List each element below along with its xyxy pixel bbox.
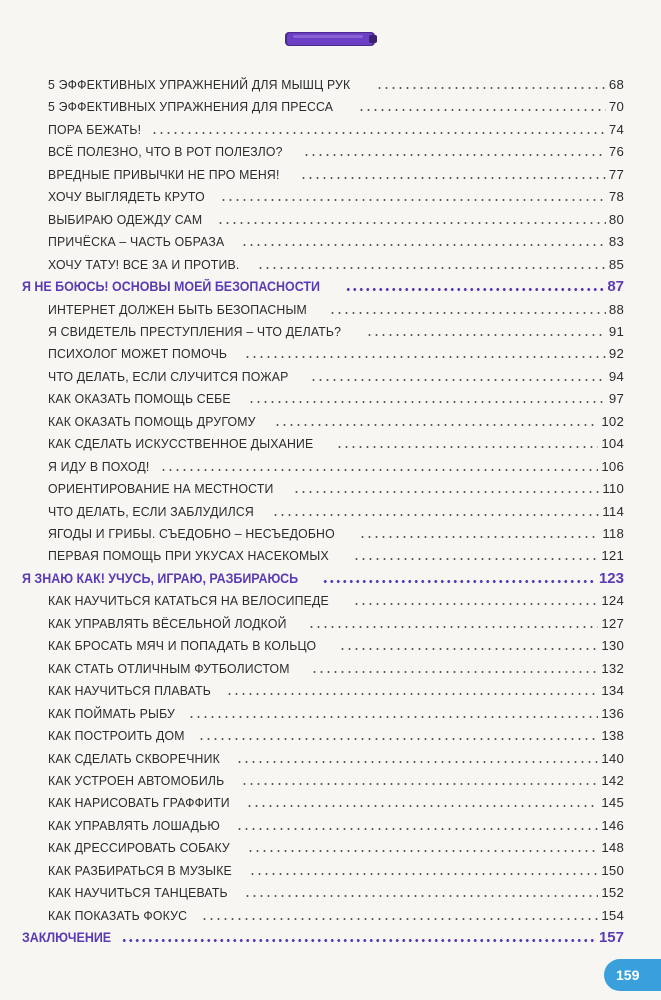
page-number-badge [604,959,661,991]
toc-entry[interactable] [48,184,624,206]
toc-entry[interactable] [48,139,624,161]
toc-entry-page: 92 [608,346,624,362]
toc-entry-page: 148 [601,840,624,856]
toc-entry[interactable] [48,72,624,94]
toc-entry[interactable] [48,656,624,678]
toc-entry-page: 102 [601,413,624,429]
dot-leader [303,153,606,157]
toc-entry[interactable] [48,319,624,341]
toc-entry-page: 80 [608,211,624,227]
toc-entry[interactable] [48,588,624,610]
toc-entry-title: КАК УПРАВЛЯТЬ ЛОШАДЬЮ [48,817,220,833]
toc-entry-page: 140 [601,750,624,766]
toc-entry[interactable] [48,162,624,184]
toc-entry[interactable] [48,701,624,723]
dot-leader [366,333,606,337]
toc-entry-page: 142 [601,772,624,788]
toc-entry-page: 70 [608,99,624,115]
toc-entry-page: 118 [602,526,624,541]
dot-leader [220,198,606,202]
dot-leader [274,423,598,427]
toc-entry-page: 136 [601,705,624,721]
toc-entry[interactable] [48,252,624,274]
toc-entry-title: ЧТО ДЕЛАТЬ, ЕСЛИ СЛУЧИТСЯ ПОЖАР [48,368,289,384]
dot-leader [160,468,598,472]
toc-entry-page: 132 [601,660,624,676]
toc-entry-title: ПОРА БЕЖАТЬ! [48,121,142,137]
dot-leader [246,804,598,808]
toc-entry-page: 134 [601,683,624,699]
toc-entry[interactable] [48,880,624,902]
dot-leader [226,692,598,696]
dot-leader [336,445,598,449]
toc-entry-title: ПЕРВАЯ ПОМОЩЬ ПРИ УКУСАХ НАСЕКОМЫХ [48,548,329,564]
toc-entry-page: 104 [601,436,624,452]
toc-entry-page: 85 [608,256,624,272]
toc-entry-title: КАК ПОЙМАТЬ РЫБУ [48,705,176,721]
dot-leader [241,243,606,247]
dot-leader [353,602,598,606]
toc-entry-title: 5 ЭФФЕКТИВНЫХ УПРАЖНЕНИЙ ДЛЯ МЫШЦ РУК [48,77,351,92]
toc-entry[interactable] [48,207,624,229]
toc-entry-page: 146 [601,817,624,833]
dot-leader [359,535,599,539]
purple-marker-icon [283,28,379,50]
dot-leader [188,715,599,719]
dot-leader [329,311,606,315]
toc-entry-page: 130 [601,638,624,654]
dot-leader [339,647,598,651]
toc-entry-title: ЧТО ДЕЛАТЬ, ЕСЛИ ЗАБЛУДИЛСЯ [48,503,254,519]
toc-entry-page: 94 [608,368,624,384]
toc-entry-title: ХОЧУ ВЫГЛЯДЕТЬ КРУТО [48,189,205,205]
toc-entry-title: КАК НАУЧИТЬСЯ КАТАТЬСЯ НА ВЕЛОСИПЕДЕ [48,593,329,609]
toc-entry-title: КАК СДЕЛАТЬ ИСКУССТВЕННОЕ ДЫХАНИЕ [48,436,314,452]
toc-entry-page: 83 [608,234,624,250]
dot-leader [244,894,598,898]
toc-entry[interactable] [48,678,624,700]
toc-section-heading[interactable] [22,566,624,588]
toc-entry-page: 68 [608,77,624,92]
toc-entry[interactable] [48,364,624,386]
toc-entry-page: 123 [598,569,624,587]
toc-entry[interactable] [48,499,624,521]
dot-leader [257,266,606,270]
toc-entry-title: КАК НАРИСОВАТЬ ГРАФФИТИ [48,795,230,811]
toc-entry-page: 124 [601,593,624,609]
dot-leader [217,221,606,225]
toc-entry[interactable] [48,409,624,431]
toc-entry[interactable] [48,611,624,633]
toc-section-heading[interactable] [22,925,624,947]
toc-entry-title: Я СВИДЕТЕЛЬ ПРЕСТУПЛЕНИЯ – ЧТО ДЕЛАТЬ? [48,323,342,339]
toc-entry[interactable] [48,835,624,857]
toc-entry-page: 78 [608,189,624,205]
dot-leader [272,513,599,517]
dot-leader [310,378,606,382]
toc-entry-title: КАК ОКАЗАТЬ ПОМОЩЬ СЕБЕ [48,391,231,407]
dot-leader [248,400,606,404]
toc-entry[interactable] [48,454,624,476]
page-number: 159 [616,967,640,983]
toc-entry-page: 157 [598,929,624,947]
toc-entry-page: 87 [607,278,624,296]
toc-entry-title: Я ЗНАЮ КАК! УЧУСЬ, ИГРАЮ, РАЗБИРАЮСЬ [22,570,299,586]
toc-entry-title: ЗАКЛЮЧЕНИЕ [22,930,112,946]
toc-entry[interactable] [48,543,624,565]
dot-leader [358,108,606,112]
dot-leader [121,938,596,943]
dot-leader [241,782,599,786]
toc-entry-title: ЯГОДЫ И ГРИБЫ. СЪЕДОБНО – НЕСЪЕДОБНО [48,526,335,541]
toc-entry-page: 154 [601,907,624,923]
toc-entry-title: ОРИЕНТИРОВАНИЕ НА МЕСТНОСТИ [48,481,274,497]
dot-leader [308,625,599,629]
dot-leader [236,827,598,831]
toc-entry[interactable] [48,117,624,139]
toc-entry[interactable] [48,633,624,655]
toc-entry[interactable] [48,476,624,498]
toc-entry-title: КАК НАУЧИТЬСЯ ПЛАВАТЬ [48,683,212,699]
toc-entry[interactable] [48,341,624,363]
dot-leader [244,355,606,359]
toc-entry-title: Я НЕ БОЮСЬ! ОСНОВЫ МОЕЙ БЕЗОПАСНОСТИ [22,279,320,295]
toc-entry[interactable] [48,521,624,543]
toc-entry[interactable] [48,903,624,925]
toc-entry-title: ХОЧУ ТАТУ! ВСЕ ЗА И ПРОТИВ. [48,256,240,272]
toc-entry-page: 97 [608,391,624,407]
toc-entry-title: ВЫБИРАЮ ОДЕЖДУ САМ [48,211,203,227]
toc-entry-title: Я ИДУ В ПОХОД! [48,458,150,474]
dot-leader [198,737,599,741]
toc-entry-title: КАК СТАТЬ ОТЛИЧНЫМ ФУТБОЛИСТОМ [48,660,290,676]
toc-entry[interactable] [48,386,624,408]
toc-entry-page: 91 [608,323,624,339]
toc-section-heading[interactable] [22,274,624,296]
dot-leader [151,131,606,135]
toc-entry-title: КАК ПОКАЗАТЬ ФОКУС [48,907,188,923]
toc-entry-title: КАК УПРАВЛЯТЬ ВЁСЕЛЬНОЙ ЛОДКОЙ [48,615,287,631]
toc-entry-title: 5 ЭФФЕКТИВНЫХ УПРАЖНЕНИЯ ДЛЯ ПРЕССА [48,99,334,115]
dot-leader [247,849,599,853]
toc-entry[interactable] [48,790,624,812]
toc-entry-title: КАК ДРЕССИРОВАТЬ СОБАКУ [48,840,230,856]
toc-entry-page: 145 [601,795,624,811]
toc-entry-title: КАК РАЗБИРАТЬСЯ В МУЗЫКЕ [48,862,232,878]
toc-entry-title: КАК ОКАЗАТЬ ПОМОЩЬ ДРУГОМУ [48,413,256,429]
toc-entry-title: ИНТЕРНЕТ ДОЛЖЕН БЫТЬ БЕЗОПАСНЫМ [48,301,307,317]
toc-entry-page: 114 [602,503,624,519]
toc-entry-page: 74 [608,121,624,137]
dot-leader [249,872,599,876]
toc-entry-title: КАК УСТРОЕН АВТОМОБИЛЬ [48,772,225,788]
toc-entry-title: ВСЁ ПОЛЕЗНО, ЧТО В РОТ ПОЛЕЗЛО? [48,144,283,160]
toc-entry[interactable] [48,813,624,835]
toc-entry-page: 88 [608,301,624,317]
toc-entry-title: КАК НАУЧИТЬСЯ ТАНЦЕВАТЬ [48,885,228,901]
toc-entry[interactable] [48,297,624,319]
dot-leader [311,670,599,674]
dot-leader [293,490,599,494]
dot-leader [376,86,606,90]
toc-entry-page: 106 [601,458,624,474]
toc-entry[interactable] [48,723,624,745]
toc-entry-title: КАК БРОСАТЬ МЯЧ И ПОПАДАТЬ В КОЛЬЦО [48,638,317,654]
dot-leader [345,287,604,292]
toc-entry[interactable] [48,858,624,880]
toc-entry-title: ВРЕДНЫЕ ПРИВЫЧКИ НЕ ПРО МЕНЯ! [48,166,280,182]
toc-entry[interactable] [48,431,624,453]
toc-entry-page: 76 [608,144,624,160]
toc-entry-page: 77 [608,166,624,182]
toc-entry-page: 150 [601,862,624,878]
toc-entry[interactable] [48,768,624,790]
toc-entry-page: 110 [602,481,624,497]
toc-entry-page: 152 [601,885,624,901]
toc-entry-page: 138 [601,728,624,744]
toc-entry-page: 121 [601,548,624,564]
toc-entry-page: 127 [601,615,624,631]
toc-entry[interactable] [48,94,624,116]
toc-entry[interactable] [48,746,624,768]
toc-entry-title: КАК СДЕЛАТЬ СКВОРЕЧНИК [48,750,220,766]
dot-leader [201,917,599,921]
toc-entry-title: КАК ПОСТРОИТЬ ДОМ [48,728,185,744]
toc-entry-title: ПРИЧЁСКА – ЧАСТЬ ОБРАЗА [48,234,225,250]
toc-entry-title: ПСИХОЛОГ МОЖЕТ ПОМОЧЬ [48,346,228,362]
dot-leader [322,579,596,584]
dot-leader [236,760,599,764]
toc-entry[interactable] [48,229,624,251]
dot-leader [353,557,598,561]
dot-leader [300,176,606,180]
